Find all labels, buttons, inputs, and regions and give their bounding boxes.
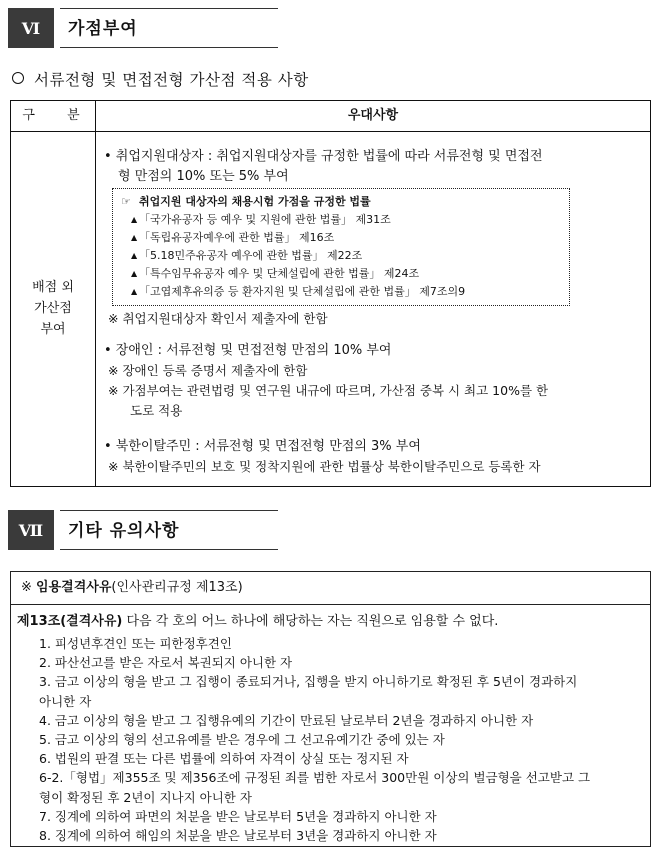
list-item-continuation: 아니한 자 xyxy=(39,693,92,709)
law-box-title: ☞ 취업지원 대상자의 채용시험 가점을 규정한 법률 xyxy=(121,193,569,211)
section-7-rule-bottom xyxy=(60,549,278,550)
list-item: 3. 금고 이상의 형을 받고 그 집행이 종료되거나, 집행을 받지 아니하기로 확정된 후 5년이 경과하지 xyxy=(39,674,578,690)
note-employment-support-certificate: ※ 취업지원대상자 확인서 제출자에 한함 xyxy=(108,311,328,326)
section-6-number: Ⅵ xyxy=(8,8,54,48)
law-item: ▲ 「특수임무유공자 예우 및 단체설립에 관한 법률」 제24조 xyxy=(121,265,569,283)
list-item: 8. 징계에 의하여 해임의 처분을 받은 날로부터 3년을 경과하지 아니한 자 xyxy=(39,828,437,844)
list-item-continuation: 형이 확정된 후 2년이 지나지 아니한 자 xyxy=(39,789,252,805)
section-6-title: 가점부여 xyxy=(68,19,138,39)
law-item: ▲ 「5.18민주유공자 예우에 관한 법률」 제22조 xyxy=(121,247,569,265)
disqualification-list xyxy=(39,634,639,845)
list-item: 2. 파산선고를 받은 자로서 복권되지 아니한 자 xyxy=(39,655,293,671)
law-item: ▲ 「고엽제후유의증 등 환자지원 및 단체설립에 관한 법률」 제7조의9 xyxy=(121,283,569,301)
law-item: ▲ 「독립유공자예우에 관한 법률」 제16조 xyxy=(121,229,569,247)
note-defector-registration: ※ 북한이탈주민의 보호 및 정착지원에 관한 법률상 북한이탈주민으로 등록한 자 xyxy=(108,459,541,474)
triangle-bullet-icon: ▲ xyxy=(131,215,138,224)
section-7-number: Ⅶ xyxy=(8,510,54,550)
row-category-line: 배점 외 xyxy=(32,280,74,295)
header-preferences: 우대사항 xyxy=(347,108,399,123)
law-reference-box xyxy=(112,188,570,306)
section-6-rule-bottom xyxy=(60,47,278,48)
disqualification-box-header: ※ 임용결격사유(인사관리규정 제13조) xyxy=(11,572,650,605)
note-disability-certificate: ※ 장애인 등록 증명서 제출자에 한함 xyxy=(108,363,308,378)
bullet-disabled: • 장애인 : 서류전형 및 면접전형 만점의 10% 부여 xyxy=(104,343,392,358)
law-item: ▲ 「국가유공자 등 예우 및 지원에 관한 법률」 제31조 xyxy=(121,211,569,229)
triangle-bullet-icon: ▲ xyxy=(131,251,138,260)
row-category-line: 부여 xyxy=(40,322,66,337)
list-item: 1. 피성년후견인 또는 피한정후견인 xyxy=(39,636,232,651)
row-category-line: 가산점 xyxy=(34,301,72,316)
triangle-bullet-icon: ▲ xyxy=(131,233,138,242)
bullet-north-korean-defector: • 북한이탈주민 : 서류전형 및 면접전형 만점의 3% 부여 xyxy=(104,439,421,454)
triangle-bullet-icon: ▲ xyxy=(131,287,138,296)
circle-bullet-icon xyxy=(12,72,24,84)
row-category-cell xyxy=(11,131,96,486)
section-6-header xyxy=(8,8,278,48)
list-item: 4. 금고 이상의 형을 받고 그 집행유예의 기간이 만료된 날로부터 2년을 경과하지 아니한 자 xyxy=(39,712,534,728)
header-category: 구 분 xyxy=(11,101,96,131)
bullet-employment-support: • 취업지원대상자 : 취업지원대상자를 규정한 법률에 따라 서류전형 및 면접전 형 만점의 10% 또는 5% 부여 xyxy=(104,149,543,184)
triangle-bullet-icon: ▲ xyxy=(131,269,138,278)
article-13-intro: 제13조(결격사유) 다음 각 호의 어느 하나에 해당하는 자는 직원으로 임용할 수 없다. xyxy=(17,614,499,629)
list-item: 6-2.「형법」제355조 및 제356조에 규정된 죄를 범한 자로서 300만원 이상의 벌금형을 선고받고 그 xyxy=(39,770,591,786)
note-bonus-cap: ※ 가점부여는 관련법령 및 연구원 내규에 따르며, 가산점 중복 시 최고 10%를 한 도로 적용 xyxy=(108,383,549,418)
disqualification-box xyxy=(10,571,651,847)
bonus-points-table xyxy=(10,100,651,487)
section-7-header xyxy=(8,510,278,550)
section-7-title: 기타 유의사항 xyxy=(68,521,180,541)
list-item: 6. 법원의 판결 또는 다른 법률에 의하여 자격이 상실 또는 정지된 자 xyxy=(39,751,409,767)
list-item: 7. 징계에 의하여 파면의 처분을 받은 날로부터 5년을 경과하지 아니한 자 xyxy=(39,808,437,824)
list-item: 5. 금고 이상의 형의 선고유예를 받은 경우에 그 선고유예기간 중에 있는 자 xyxy=(39,732,445,748)
table-header-row xyxy=(11,101,650,132)
pointing-hand-icon: ☞ xyxy=(121,195,131,208)
row-content-cell xyxy=(96,131,650,486)
section-6-subheading: 서류전형 및 면접전형 가산점 적용 사항 xyxy=(12,68,309,90)
